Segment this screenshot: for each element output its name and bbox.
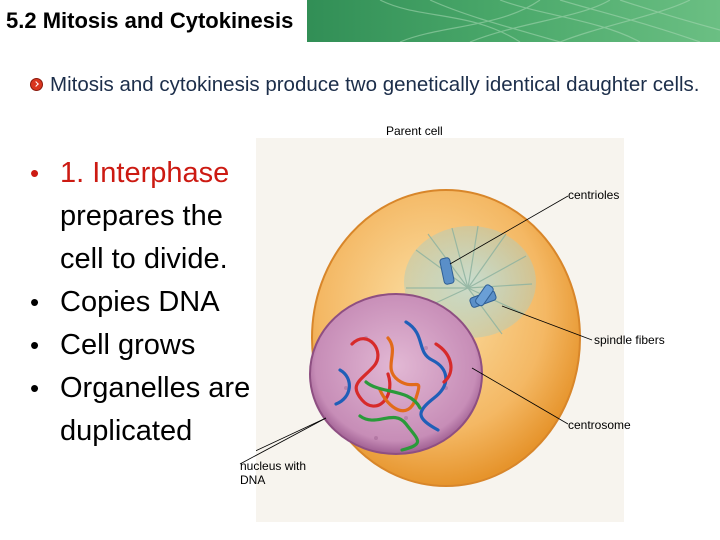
label-nucleus-line1: nucleus with: [240, 459, 307, 473]
label-spindle-fibers: spindle fibers: [594, 333, 665, 347]
bullet-interphase: [28, 152, 278, 281]
bullet-interphase-line2: prepares the: [60, 200, 223, 232]
bullet-copies-dna: • Copies DNA: [28, 281, 278, 324]
label-nucleus-line2: DNA: [240, 473, 266, 487]
bullet-organelles-line1: Organelles are: [60, 372, 251, 404]
bullet-list: [28, 152, 278, 453]
page-title: 5.2 Mitosis and Cytokinesis: [0, 0, 307, 42]
bullet-cell-grows: • Cell grows: [28, 324, 278, 367]
label-parent-cell: Parent cell: [386, 124, 443, 138]
label-centrioles: centrioles: [568, 188, 620, 202]
label-centrosome: centrosome: [568, 418, 631, 432]
bullet-organelles-line2: duplicated: [60, 415, 193, 447]
key-concept-text: Mitosis and cytokinesis produce two genetically identical daughter cells.: [50, 73, 700, 96]
bullet-interphase-line3: cell to divide.: [60, 243, 228, 275]
header-banner: [0, 0, 720, 42]
label-nucleus: [240, 459, 306, 487]
bullet-interphase-lead: 1. Interphase: [60, 157, 230, 189]
key-concept-bullet-icon: [30, 78, 43, 91]
